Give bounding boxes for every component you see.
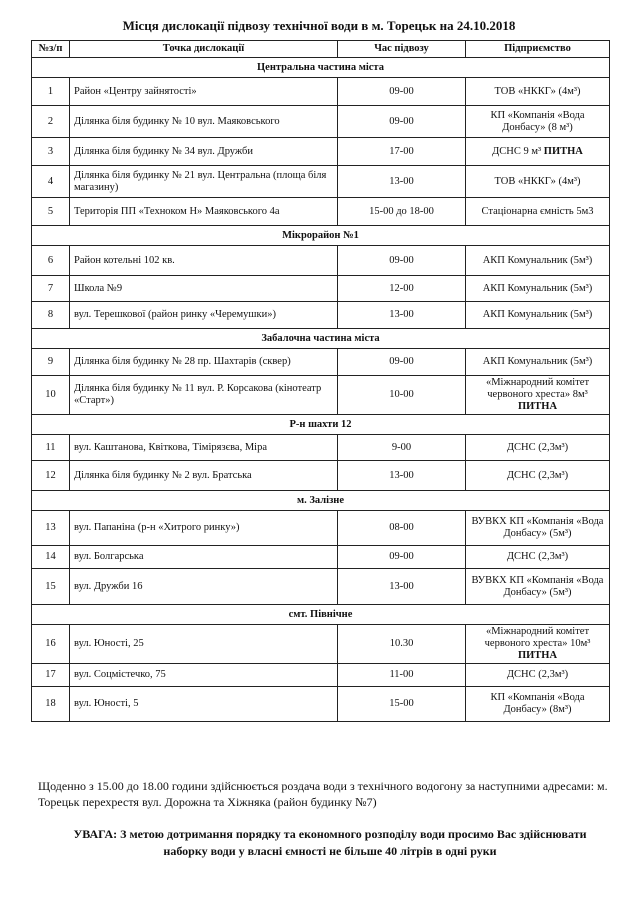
table-row <box>32 302 610 329</box>
row-time: 09-00 <box>338 78 466 106</box>
section-row <box>32 329 610 349</box>
table-row <box>32 664 610 687</box>
row-enterprise: КП «Компанія «Вода Донбасу» (8м³) <box>466 687 610 722</box>
row-number: 9 <box>32 349 70 376</box>
row-number: 10 <box>32 376 70 415</box>
row-enterprise: Стаціонарна ємність 5м3 <box>466 198 610 226</box>
row-enterprise: ДСНС (2,3м³) <box>466 435 610 461</box>
row-time: 13-00 <box>338 166 466 198</box>
table-row <box>32 435 610 461</box>
row-number: 4 <box>32 166 70 198</box>
section-title: Р-н шахти 12 <box>32 415 610 435</box>
row-location: вул. Юності, 5 <box>70 687 338 722</box>
section-row <box>32 415 610 435</box>
row-number: 3 <box>32 138 70 166</box>
row-location: Ділянка біля будинку № 11 вул. Р. Корсакова (кінотеатр «Старт») <box>70 376 338 415</box>
table-row <box>32 349 610 376</box>
row-location: Ділянка біля будинку № 28 пр. Шахтарів (сквер) <box>70 349 338 376</box>
row-enterprise: АКП Комунальник (5м³) <box>466 349 610 376</box>
page-title: Місця дислокації підвозу технічної води в м. Торецьк на 24.10.2018 <box>122 18 516 33</box>
table-row <box>32 569 610 605</box>
table-row <box>32 276 610 302</box>
row-number: 14 <box>32 546 70 569</box>
section-title: Центральна частина міста <box>32 58 610 78</box>
potable-label: ПИТНА <box>543 145 583 157</box>
row-time: 15-00 до 18-00 <box>338 198 466 226</box>
row-enterprise: ВУВКХ КП «Компанія «Вода Донбасу» (5м³) <box>466 569 610 605</box>
row-location: вул. Дружби 16 <box>70 569 338 605</box>
table-row <box>32 687 610 722</box>
row-time: 17-00 <box>338 138 466 166</box>
potable-label: ПИТНА <box>517 650 558 661</box>
row-enterprise: ДСНС (2,3м³) <box>466 461 610 491</box>
row-location: вул. Юності, 25 <box>70 625 338 664</box>
row-time: 11-00 <box>338 664 466 687</box>
row-location: вул. Болгарська <box>70 546 338 569</box>
row-time: 13-00 <box>338 302 466 329</box>
header-enterprise: Підприємство <box>466 41 610 58</box>
row-enterprise: ВУВКХ КП «Компанія «Вода Донбасу» (5м³) <box>466 511 610 546</box>
row-number: 17 <box>32 664 70 687</box>
row-number: 16 <box>32 625 70 664</box>
row-number: 18 <box>32 687 70 722</box>
row-time: 09-00 <box>338 349 466 376</box>
row-enterprise: ДСНС (2,3м³) <box>466 546 610 569</box>
row-number: 8 <box>32 302 70 329</box>
row-location: Школа №9 <box>70 276 338 302</box>
row-time: 15-00 <box>338 687 466 722</box>
row-enterprise: КП «Компанія «Вода Донбасу» (8 м³) <box>466 106 610 138</box>
warning-note: УВАГА: З метою дотримання порядку та економного розподілу води просимо Вас здійснювати наборку води у власні ємності не більше 40 літрів в одні руки <box>73 827 587 858</box>
table-header-row <box>32 41 610 58</box>
header-time: Час підвозу <box>338 41 466 58</box>
row-enterprise: «Міжнародний комітет червоного хреста» 8м³ ПИТНА <box>466 376 610 415</box>
row-number: 6 <box>32 246 70 276</box>
row-location: Ділянка біля будинку № 2 вул. Братська <box>70 461 338 491</box>
table-body <box>32 58 610 722</box>
row-number: 5 <box>32 198 70 226</box>
row-time: 10-00 <box>338 376 466 415</box>
section-row <box>32 605 610 625</box>
row-time: 09-00 <box>338 106 466 138</box>
row-time: 9-00 <box>338 435 466 461</box>
potable-label: ПИТНА <box>517 401 558 412</box>
section-row <box>32 226 610 246</box>
row-number: 11 <box>32 435 70 461</box>
row-location: вул. Соцмістечко, 75 <box>70 664 338 687</box>
row-location: вул. Терешкової (район ринку «Черемушки») <box>70 302 338 329</box>
row-enterprise: «Міжнародний комітет червоного хреста» 10м³ ПИТНА <box>466 625 610 664</box>
section-title: Мікрорайон №1 <box>32 226 610 246</box>
row-enterprise: ДСНС 9 м³ ПИТНА <box>466 138 610 166</box>
section-row <box>32 491 610 511</box>
table-row <box>32 198 610 226</box>
row-enterprise: ТОВ «НККГ» (4м³) <box>466 78 610 106</box>
table-row <box>32 546 610 569</box>
row-enterprise: АКП Комунальник (5м³) <box>466 246 610 276</box>
row-enterprise: ТОВ «НККГ» (4м³) <box>466 166 610 198</box>
section-title: м. Залізне <box>32 491 610 511</box>
table-row <box>32 106 610 138</box>
header-point: Точка дислокації <box>70 41 338 58</box>
row-location: вул. Каштанова, Квіткова, Тімірязєва, Міра <box>70 435 338 461</box>
table-row <box>32 376 610 415</box>
row-time: 08-00 <box>338 511 466 546</box>
section-row <box>32 58 610 78</box>
table-row <box>32 78 610 106</box>
row-number: 1 <box>32 78 70 106</box>
row-enterprise: АКП Комунальник (5м³) <box>466 302 610 329</box>
row-number: 12 <box>32 461 70 491</box>
table-row <box>32 511 610 546</box>
row-time: 10.30 <box>338 625 466 664</box>
table-row <box>32 166 610 198</box>
row-location: Територія ПП «Техноком Н» Маяковського 4а <box>70 198 338 226</box>
section-title: смт. Північне <box>32 605 610 625</box>
row-location: Ділянка біля будинку № 10 вул. Маяковського <box>70 106 338 138</box>
table-row <box>32 625 610 664</box>
row-enterprise: АКП Комунальник (5м³) <box>466 276 610 302</box>
daily-distribution-note: Щоденно з 15.00 до 18.00 години здійснюється роздача води з технічного водогону за наступними адресами: м. Торецьк перехрестя вул. Дорожна та Хіжняка (район будинку №7) <box>38 779 608 809</box>
section-title: Забалочна частина міста <box>32 329 610 349</box>
row-time: 09-00 <box>338 246 466 276</box>
header-num: №з/п <box>32 41 70 58</box>
table-row <box>32 461 610 491</box>
row-location: Район котельні 102 кв. <box>70 246 338 276</box>
row-time: 13-00 <box>338 569 466 605</box>
table-row <box>32 246 610 276</box>
row-enterprise: ДСНС (2,3м³) <box>466 664 610 687</box>
row-location: Ділянка біля будинку № 21 вул. Центральна (площа біля магазину) <box>70 166 338 198</box>
water-schedule-table <box>31 40 610 722</box>
row-time: 12-00 <box>338 276 466 302</box>
row-location: Район «Центру зайнятості» <box>70 78 338 106</box>
row-location: Ділянка біля будинку № 34 вул. Дружби <box>70 138 338 166</box>
row-number: 13 <box>32 511 70 546</box>
row-number: 15 <box>32 569 70 605</box>
row-location: вул. Папаніна (р-н «Хитрого ринку») <box>70 511 338 546</box>
row-number: 7 <box>32 276 70 302</box>
row-time: 13-00 <box>338 461 466 491</box>
row-number: 2 <box>32 106 70 138</box>
row-time: 09-00 <box>338 546 466 569</box>
table-row <box>32 138 610 166</box>
